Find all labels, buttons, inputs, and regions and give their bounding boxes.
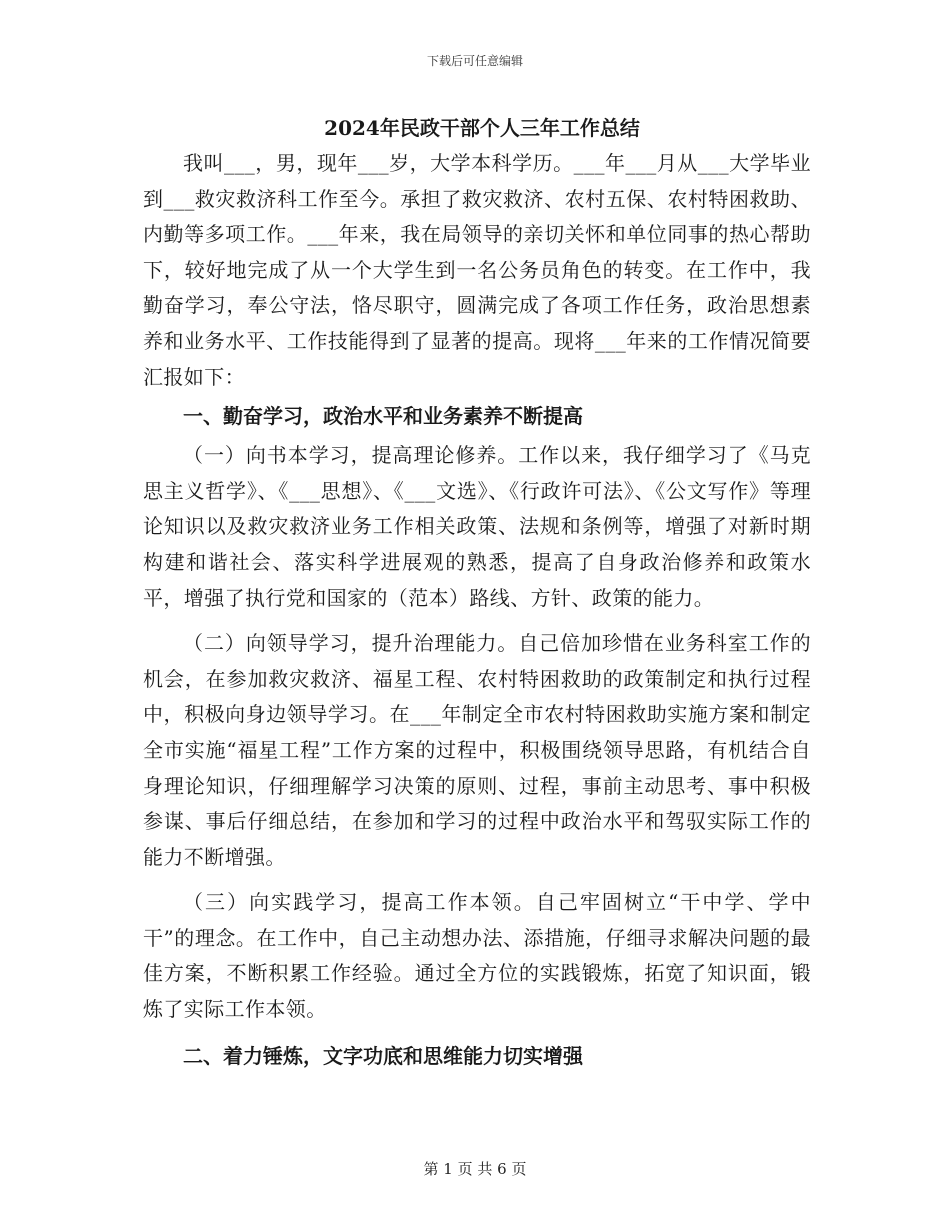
section-heading-2: 二、着力锤炼，文字功底和思维能力切实增强 <box>183 1043 583 1068</box>
paragraph-2: （二）向领导学习，提升治理能力。自己倍加珍惜在业务科室工作的机会，在参加救灾救济、福星工程、农村特困救助的政策制定和执行过程中，积极向身边领导学习。在___年制定全市农村特困救助实施方案和制定全市实施“福星工程”工作方案的过程中，积极围绕领导思路，有机结合自身理论知识，仔细理解学习决策的原则、过程，事前主动思考、事中积极参谋、事后仔细总结，在参加和学习的过程中政治水平和驾驭实际工作的能力不断增强。 <box>143 631 811 869</box>
paragraph-1: （一）向书本学习，提高理论修养。工作以来，我仔细学习了《马克思主义哲学》、《___思想》、《___文选》、《行政许可法》、《公文写作》等理论知识以及救灾救济业务工作相关政策、法规和条例等，增强了对新时期构建和谐社会、落实科学进展观的熟悉，提高了自身政治修养和政策水平，增强了执行党和国家的（范本）路线、方针、政策的能力。 <box>143 443 811 610</box>
paragraph-3: （三）向实践学习，提高工作本领。自己牢固树立“干中学、学中干”的理念。在工作中，自己主动想办法、添措施，仔细寻求解决问题的最佳方案，不断积累工作经验。通过全方位的实践锻炼，拓宽了知识面，锻炼了实际工作本领。 <box>143 890 811 1022</box>
page-footer: 第 1 页 共 6 页 <box>423 1160 527 1178</box>
document-title: 2024年民政干部个人三年工作总结 <box>324 116 640 140</box>
intro-paragraph: 我叫___，男，现年___岁，大学本科学历。___年___月从___大学毕业到___救灾救济科工作至今。承担了救灾救济、农村五保、农村特困救助、内勤等多项工作。___年来，我在局领导的亲切关怀和单位同事的热心帮助下，较好地完成了从一个大学生到一名公务员角色的转变。在工作中，我勤奋学习，奉公守法，恪尽职守，圆满完成了各项工作任务，政治思想素养和业务水平、工作技能得到了显著的提高。现将___年来的工作情况简要汇报如下： <box>143 151 811 389</box>
page-header: 下载后可任意编辑 <box>426 54 523 68</box>
section-heading-1: 一、勤奋学习，政治水平和业务素养不断提高 <box>183 404 583 429</box>
document-body <box>143 110 811 1074</box>
